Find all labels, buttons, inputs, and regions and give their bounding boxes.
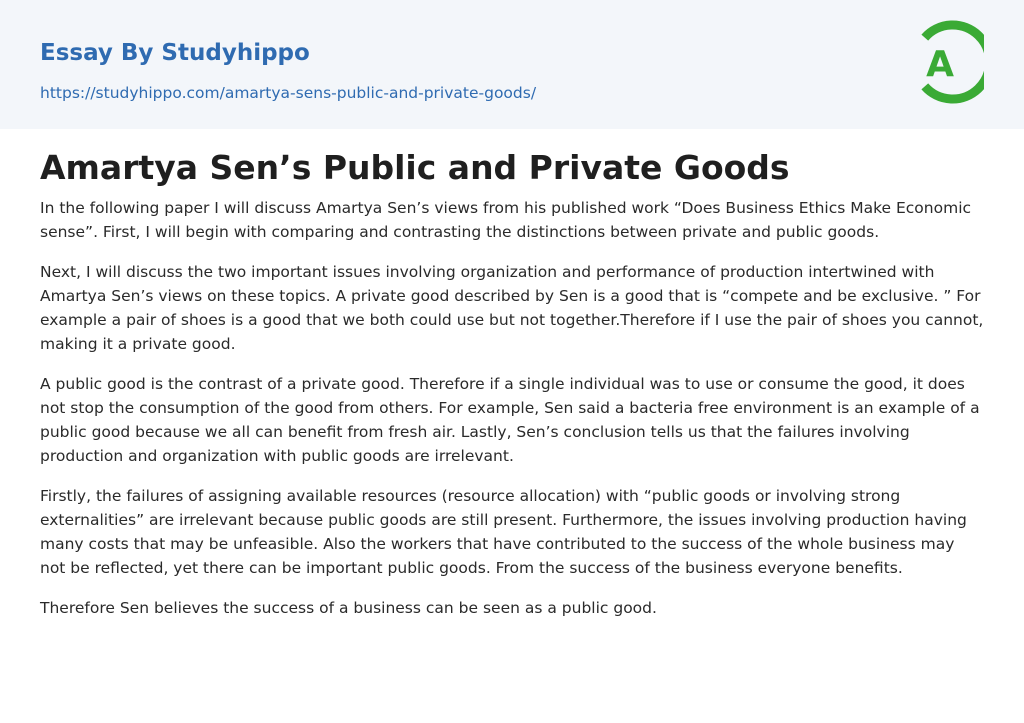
page-header (0, 0, 1024, 129)
logo-letter: A (926, 44, 954, 85)
article-title: Amartya Sen’s Public and Private Goods (40, 148, 790, 187)
article-paragraph: Next, I will discuss the two important issues involving organization and performance of production intertwined with Amartya Sen’s views on these topics. A private good described by Sen is a good that is “compete and be exclusive. ” For example a pair of shoes is a good that we both could use but not together.Therefore if I use the pair of shoes you cannot, making it a private good. (40, 263, 984, 353)
article-paragraph: Therefore Sen believes the success of a business can be seen as a public good. (40, 599, 657, 617)
article-paragraph: In the following paper I will discuss Amartya Sen’s views from his published work “Does Business Ethics Make Economic sense”. First, I will begin with comparing and contrasting the distinctions between private and public goods. (40, 199, 972, 241)
article-paragraph: A public good is the contrast of a private good. Therefore if a single individual was to use or consume the good, it does not stop the consumption of the good from others. For example, Sen said a bacteria free environment is an example of a public good because we all can benefit from fresh air. Lastly, Sen’s conclusion tells us that the failures involving production and organization with public goods are irrelevant. (40, 375, 980, 465)
site-brand[interactable]: Essay By Studyhippo (40, 40, 310, 66)
studyhippo-logo-icon[interactable] (914, 20, 984, 104)
essay-url-link[interactable]: https://studyhippo.com/amartya-sens-public-and-private-goods/ (40, 84, 537, 102)
article (40, 146, 984, 636)
article-paragraph: Firstly, the failures of assigning available resources (resource allocation) with “public goods or involving strong externalities” are irrelevant because public goods are still present. Furthermore, the issues involving production having many costs that may be unfeasible. Also the workers that have contributed to the success of the whole business may not be reflected, yet there can be important public goods. From the success of the business everyone benefits. (40, 487, 967, 577)
